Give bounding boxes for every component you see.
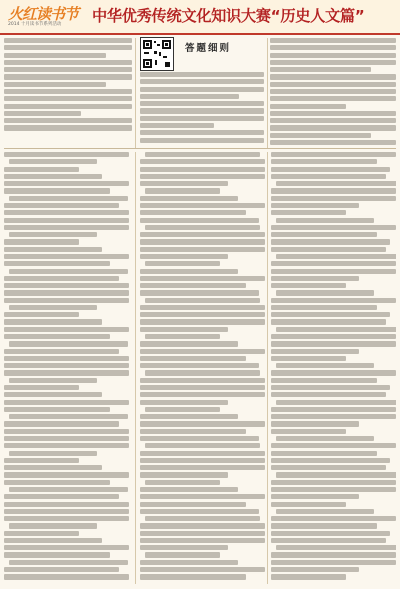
text-line [140,290,259,295]
text-line [271,502,346,507]
text-line [271,574,346,579]
text-line [271,407,396,412]
text-line [140,363,259,368]
text-line [140,319,265,324]
text-line [140,523,265,528]
text-line [4,210,129,215]
text-line [271,239,390,244]
text-line [140,567,265,572]
text-line [271,247,386,252]
text-line [271,494,359,499]
text-line [140,458,265,463]
text-line [4,261,110,266]
text-line [271,451,377,456]
text-line [4,552,110,557]
text-line [271,421,359,426]
text-line [4,276,119,281]
text-line [4,167,79,172]
text-line [271,341,396,346]
text-line [271,370,396,375]
text-line [140,247,265,252]
text-line [4,254,129,259]
text-line [140,392,265,397]
text-line [4,174,102,179]
text-line [276,509,374,514]
text-line [9,159,97,164]
text-line [271,261,396,266]
text-line [271,480,396,485]
text-line [271,538,386,543]
text-line [271,385,390,390]
text-line [145,261,220,266]
text-line [4,472,129,477]
text-line [140,276,265,281]
text-line [145,225,260,230]
text-line [271,276,359,281]
text-line [4,370,129,375]
text-line [271,167,390,172]
text-line [276,472,396,477]
text-line [271,458,390,463]
text-line [140,472,228,477]
text-line [140,400,228,405]
contest-title: 中华优秀传统文化知识大赛“历史人文篇” [92,7,365,25]
text-line [4,363,129,368]
text-line [140,494,265,499]
text-line [140,203,265,208]
rules-title: 答题细则 [185,43,232,54]
text-line [9,451,97,456]
text-line [4,283,129,288]
logo-subtitle: 2014 十月读书节系列活动 [8,22,62,27]
text-line [140,254,228,259]
text-line [4,298,129,303]
text-line [271,159,377,164]
text-line [271,334,396,339]
qr-code-icon [140,37,174,71]
text-line [140,502,246,507]
text-line [4,480,110,485]
text-line [140,414,238,419]
text-line [9,560,128,565]
rules-text-block [140,72,264,148]
text-line [140,210,246,215]
text-line [4,458,79,463]
text-line [4,181,129,186]
text-line [271,174,386,179]
text-line [9,414,128,419]
column-divider [267,152,268,584]
text-line [4,188,110,193]
text-line [140,545,228,550]
text-line [145,443,260,448]
text-line [271,523,377,528]
text-line [140,232,265,237]
text-line [140,451,265,456]
text-line [271,429,346,434]
text-line [4,356,129,361]
text-line [140,196,238,201]
text-line [9,378,97,383]
text-line [271,443,396,448]
text-line [140,465,265,470]
text-line [140,429,246,434]
text-line [271,465,386,470]
text-line [140,159,265,164]
text-line [271,298,396,303]
text-line [4,443,129,448]
text-line [271,188,396,193]
text-line [271,392,386,397]
text-line [4,319,102,324]
text-line [271,305,377,310]
text-line [140,378,265,383]
text-line [140,385,265,390]
text-line [276,218,374,223]
column-divider [267,38,268,148]
text-line [145,516,260,521]
text-line [271,414,396,419]
rules-text-block-right [270,38,396,148]
text-line [271,567,359,572]
text-line [4,429,129,434]
text-line [140,341,238,346]
text-line [271,319,386,324]
text-line [271,210,346,215]
text-line [271,196,396,201]
text-line [4,385,79,390]
festival-logo [4,3,88,30]
text-line [4,567,119,572]
text-line [4,327,129,332]
text-line [4,538,102,543]
text-line [9,341,128,346]
text-line [4,203,119,208]
text-line [140,283,246,288]
text-line [276,400,396,405]
text-line [140,239,265,244]
text-line [4,545,129,550]
text-line [145,480,220,485]
text-line [9,487,128,492]
text-line [9,305,97,310]
text-line [140,269,238,274]
text-line [271,349,359,354]
text-line [9,196,128,201]
text-line [4,407,110,412]
text-line [4,392,102,397]
text-line [145,552,220,557]
text-line [4,502,129,507]
text-line [9,269,128,274]
text-line [140,218,259,223]
text-line [4,509,129,514]
text-line [140,421,265,426]
text-line [4,349,119,354]
text-line [276,254,396,259]
text-line [4,400,129,405]
text-line [4,239,79,244]
text-line [4,152,129,157]
text-line [271,552,396,557]
text-line [276,436,374,441]
text-line [145,298,260,303]
text-line [4,218,129,223]
text-line [271,516,396,521]
text-line [140,574,246,579]
text-line [4,516,129,521]
section-divider [4,148,396,149]
text-line [271,378,377,383]
text-line [4,531,79,536]
text-line [271,225,396,230]
text-line [140,349,265,354]
text-line [145,334,220,339]
header-banner [0,0,400,35]
text-line [145,407,220,412]
text-line [140,538,265,543]
text-line [140,181,228,186]
text-line [140,531,265,536]
text-line [140,560,238,565]
text-line [140,356,246,361]
text-line [4,290,129,295]
text-line [271,560,396,565]
text-line [140,327,228,332]
text-line [4,494,119,499]
text-line [140,167,265,172]
text-line [4,247,102,252]
text-line [271,232,377,237]
text-line [271,269,396,274]
text-line [4,421,119,426]
text-line [271,203,359,208]
text-line [4,574,129,579]
text-line [271,312,390,317]
text-line [4,225,129,230]
text-line [145,188,220,193]
question-column-1 [4,152,129,584]
text-line [271,531,390,536]
text-line [276,327,396,332]
text-line [4,436,129,441]
text-line [271,152,396,157]
question-column-3 [271,152,396,584]
text-line [271,283,346,288]
text-line [9,232,97,237]
text-line [140,436,259,441]
text-line [145,370,260,375]
column-divider [135,38,136,148]
text-line [271,487,396,492]
text-line [140,509,259,514]
text-line [145,152,260,157]
text-line [4,334,110,339]
text-line [140,174,265,179]
text-line [140,487,238,492]
text-line [9,523,97,528]
text-line [4,465,102,470]
text-line [140,305,265,310]
text-line [4,312,79,317]
text-line [271,356,346,361]
question-column-2 [140,152,265,584]
text-line [276,181,396,186]
intro-text-block [4,38,132,138]
text-line [276,363,374,368]
text-line [276,290,374,295]
text-line [140,312,265,317]
logo-text: 火红读书节 [8,5,79,23]
column-divider [135,152,136,584]
text-line [276,545,396,550]
